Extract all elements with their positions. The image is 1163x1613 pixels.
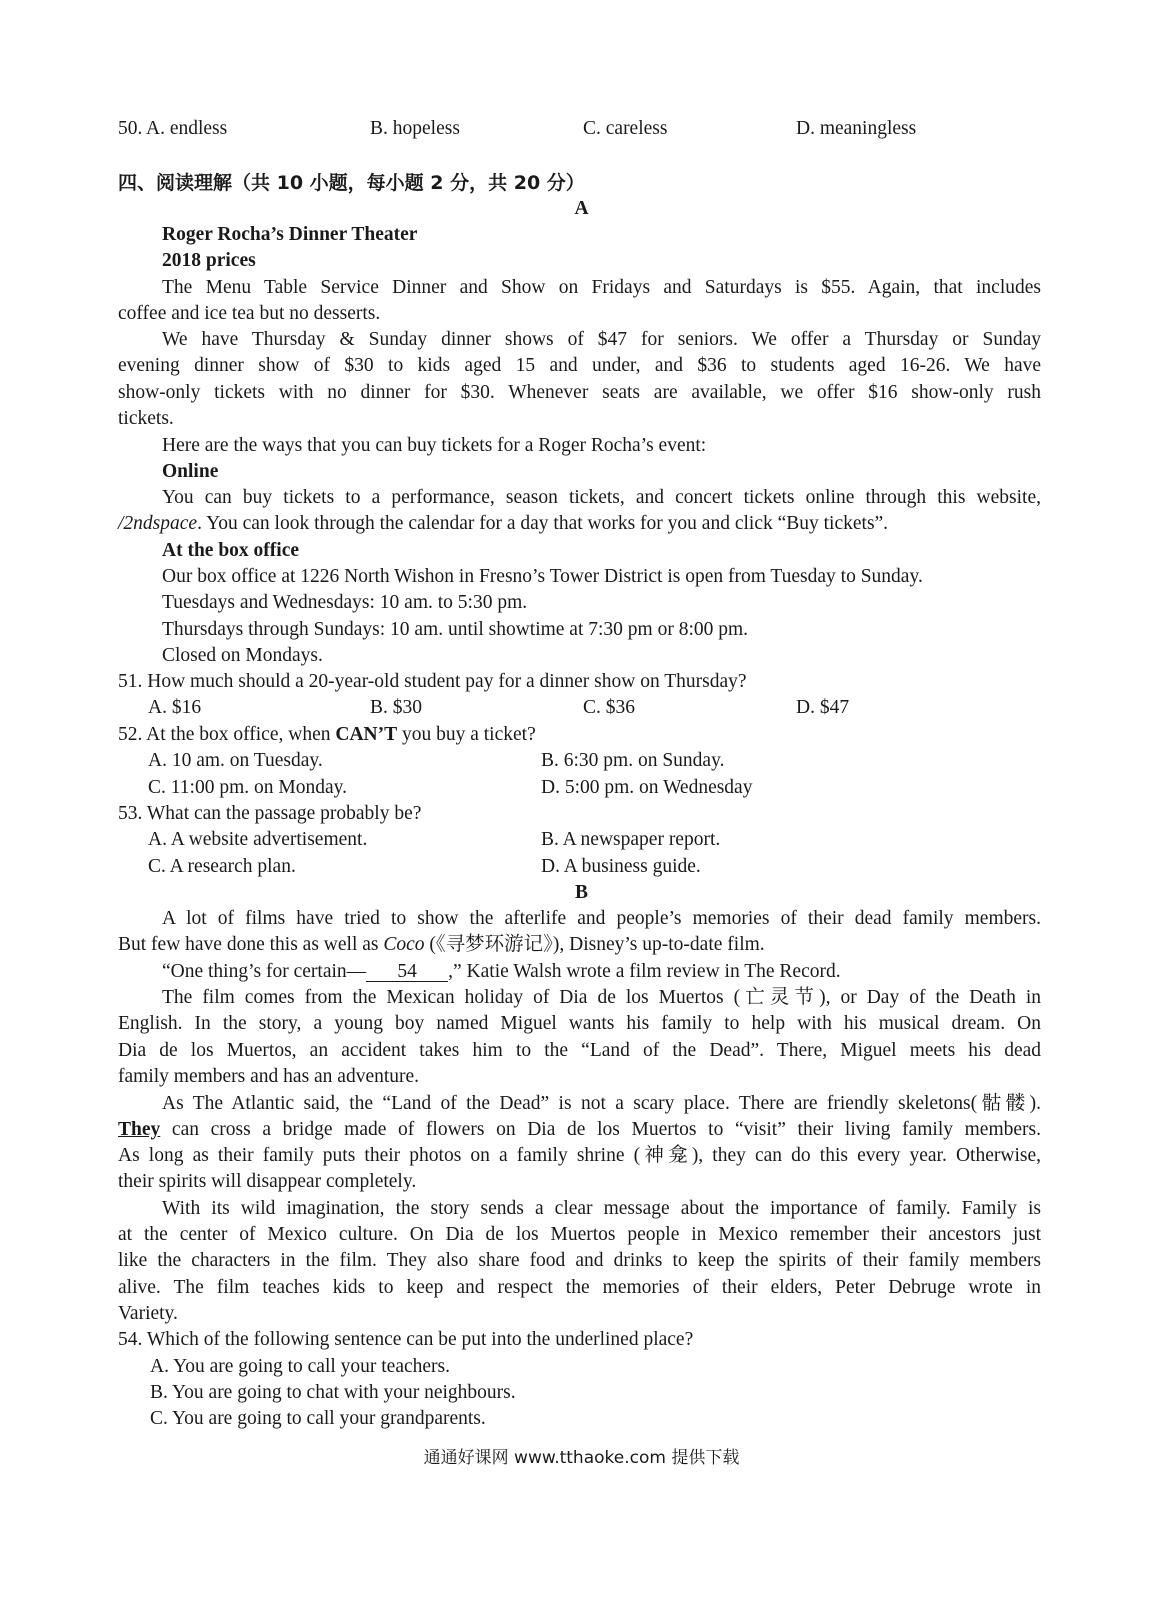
q52-option-c: C. 11:00 pm. on Monday.	[148, 777, 347, 798]
passage-a-p2-line2: evening dinner show of $30 to kids aged 15 and under, and $36 to students aged 16-26. We have	[118, 355, 1041, 376]
q52-option-d: D. 5:00 pm. on Wednesday	[541, 777, 753, 798]
passage-a-label: A	[574, 198, 589, 219]
passage-a-title: Roger Rocha’s Dinner Theater	[162, 224, 418, 245]
film-title-coco: Coco	[383, 934, 425, 955]
passage-b-p4-line3: As long as their family puts their photos on a family shrine (神龛), they can do this every year. Otherwise,	[118, 1145, 1041, 1166]
page-footer: 通通好课网 www.tthaoke.com 提供下载	[423, 1448, 740, 1468]
p2-post: ,” Katie Walsh wrote a film review in The Record.	[448, 961, 841, 982]
underlined-they: They	[118, 1119, 161, 1140]
passage-a-subtitle: 2018 prices	[162, 250, 256, 271]
passage-a-p2-line1: We have Thursday & Sunday dinner shows of $47 for seniors. We offer a Thursday or Sunday	[162, 329, 1041, 350]
q53-stem: 53. What can the passage probably be?	[118, 803, 422, 824]
p1-l2-post: (《寻梦环游记》), Disney’s up-to-date film.	[424, 934, 765, 955]
website-path: /2ndspace	[118, 513, 198, 534]
passage-b-p5-line1: With its wild imagination, the story sends a clear message about the importance of family. Family is	[162, 1198, 1041, 1219]
box-office-line2: Tuesdays and Wednesdays: 10 am. to 5:30 pm.	[162, 592, 528, 613]
online-heading: Online	[162, 461, 219, 482]
q51-option-c: C. $36	[583, 697, 636, 718]
q50-option-c: C. careless	[583, 118, 668, 139]
passage-b-p3-line2: English. In the story, a young boy named Miguel wants his family to help with his musical dream. On	[118, 1013, 1041, 1034]
q53-option-a: A. A website advertisement.	[148, 829, 368, 850]
p1-l2-pre: But few have done this as well as	[118, 934, 384, 955]
q53-option-d: D. A business guide.	[541, 856, 701, 877]
passage-b-p1-line1: A lot of films have tried to show the afterlife and people’s memories of their dead family members.	[162, 908, 1041, 929]
q54-stem: 54. Which of the following sentence can be put into the underlined place?	[118, 1329, 694, 1350]
passage-b-label: B	[574, 882, 588, 903]
box-office-line4: Closed on Mondays.	[162, 645, 323, 666]
q52-option-b: B. 6:30 pm. on Sunday.	[541, 750, 725, 771]
passage-b-p4-line4: their spirits will disappear completely.	[118, 1171, 417, 1192]
passage-b-p3-line3: Dia de los Muertos, an accident takes him to the “Land of the Dead”. There, Miguel meets his dead	[118, 1040, 1041, 1061]
q53-option-b: B. A newspaper report.	[541, 829, 721, 850]
box-office-line1: Our box office at 1226 North Wishon in Fresno’s Tower District is open from Tuesday to Sunday.	[162, 566, 923, 587]
q54-option-b: B. You are going to chat with your neighbours.	[150, 1382, 516, 1403]
online-line1: You can buy tickets to a performance, season tickets, and concert tickets online through this website,	[162, 487, 1041, 508]
passage-a-p2-line4: tickets.	[118, 408, 174, 429]
passage-b-p2	[162, 960, 841, 984]
q50-option-d: D. meaningless	[796, 118, 917, 139]
q52-stem	[118, 723, 536, 747]
q54-option-c: C. You are going to call your grandparents.	[150, 1408, 486, 1429]
passage-b-p3-line1: The film comes from the Mexican holiday of Dia de los Muertos (亡灵节), or Day of the Death in	[162, 987, 1041, 1008]
q52-stem-post: you buy a ticket?	[397, 724, 536, 745]
online-line2	[118, 512, 888, 536]
q54-option-a: A. You are going to call your teachers.	[150, 1356, 451, 1377]
passage-a-p3: Here are the ways that you can buy tickets for a Roger Rocha’s event:	[162, 435, 707, 456]
passage-b-p4-line1: As The Atlantic said, the “Land of the Dead” is not a scary place. There are friendly skeletons(骷髅).	[162, 1093, 1041, 1114]
passage-b-p5-line2: at the center of Mexico culture. On Dia de los Muertos people in Mexico remember their ancestors just	[118, 1224, 1041, 1245]
q50-option-a: A. endless	[146, 118, 228, 139]
q53-option-c: C. A research plan.	[148, 856, 296, 877]
passage-b-p5-line5: Variety.	[118, 1303, 178, 1324]
p4-l2-rest: can cross a bridge made of flowers on Dia de los Muertos to “visit” their living family members.	[160, 1119, 1041, 1140]
section-heading: 四、阅读理解（共 10 小题，每小题 2 分，共 20 分）	[118, 172, 585, 194]
q50-option-b: B. hopeless	[370, 118, 460, 139]
online-line2-text: . You can look through the calendar for a day that works for you and click “Buy tickets”.	[197, 513, 889, 534]
p2-pre: “One thing’s for certain—	[162, 961, 367, 982]
passage-b-p5-line3: like the characters in the film. They also share food and drinks to keep the spirits of their family members	[118, 1250, 1041, 1271]
q50-number: 50.	[118, 118, 143, 139]
passage-b-p1-line2	[118, 933, 765, 957]
q51-option-d: D. $47	[796, 697, 850, 718]
answer-blank-54: 54	[366, 960, 448, 982]
q51-stem: 51. How much should a 20-year-old student pay for a dinner show on Thursday?	[118, 671, 747, 692]
passage-a-p1-line2: coffee and ice tea but no desserts.	[118, 303, 381, 324]
passage-a-p1-line1: The Menu Table Service Dinner and Show on Fridays and Saturdays is $55. Again, that includes	[162, 277, 1041, 298]
q52-option-a: A. 10 am. on Tuesday.	[148, 750, 323, 771]
q52-stem-bold: CAN’T	[335, 724, 398, 745]
passage-b-p3-line4: family members and has an adventure.	[118, 1066, 420, 1087]
q51-option-a: A. $16	[148, 697, 202, 718]
passage-b-p4-line2	[118, 1118, 1041, 1142]
box-office-heading: At the box office	[162, 540, 300, 561]
q52-stem-pre: 52. At the box office, when	[118, 724, 336, 745]
passage-a-p2-line3: show-only tickets with no dinner for $30. Whenever seats are available, we offer $16 show-only rush	[118, 382, 1041, 403]
passage-b-p5-line4: alive. The film teaches kids to keep and respect the memories of their elders, Peter Debruge wrote in	[118, 1277, 1041, 1298]
q51-option-b: B. $30	[370, 697, 423, 718]
box-office-line3: Thursdays through Sundays: 10 am. until showtime at 7:30 pm or 8:00 pm.	[162, 619, 749, 640]
